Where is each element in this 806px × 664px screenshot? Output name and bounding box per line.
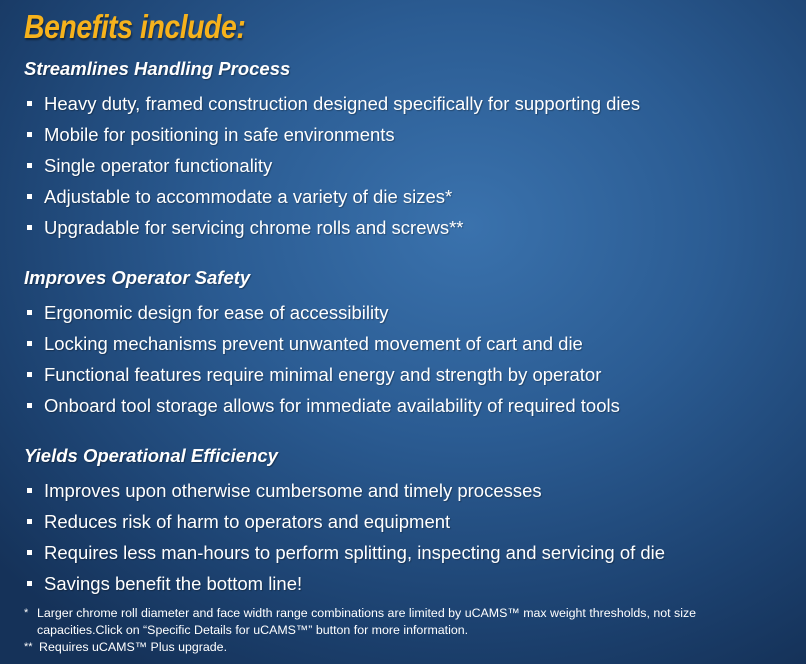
list-item-text: Heavy duty, framed construction designed specifically for supporting dies bbox=[44, 92, 641, 114]
list-item-text: Ergonomic design for ease of accessibility bbox=[44, 301, 389, 323]
list-item-text: Single operator functionality bbox=[44, 154, 273, 176]
list-item bbox=[24, 328, 796, 359]
footnote-mark: * bbox=[24, 607, 29, 619]
section-streamlines-handling bbox=[24, 58, 796, 243]
list-item bbox=[24, 537, 796, 568]
list-item bbox=[24, 359, 796, 390]
section-heading: Yields Operational Efficiency bbox=[24, 445, 278, 466]
square-bullet-icon bbox=[27, 550, 32, 555]
list-item-text: Reduces risk of harm to operators and equipment bbox=[44, 510, 451, 532]
footnote bbox=[24, 605, 766, 639]
bullet-list bbox=[24, 297, 796, 421]
list-item bbox=[24, 119, 796, 150]
square-bullet-icon bbox=[27, 341, 32, 346]
list-item bbox=[24, 88, 796, 119]
list-item bbox=[24, 212, 796, 243]
list-item bbox=[24, 568, 796, 599]
square-bullet-icon bbox=[27, 132, 32, 137]
square-bullet-icon bbox=[27, 101, 32, 106]
list-item bbox=[24, 150, 796, 181]
section-heading: Streamlines Handling Process bbox=[24, 58, 291, 79]
section-operator-safety bbox=[24, 267, 796, 421]
list-item-text: Onboard tool storage allows for immediate availability of required tools bbox=[44, 394, 620, 416]
section-heading: Improves Operator Safety bbox=[24, 267, 251, 288]
square-bullet-icon bbox=[27, 372, 32, 377]
bullet-list bbox=[24, 475, 796, 599]
list-item-text: Savings benefit the bottom line! bbox=[44, 572, 303, 594]
list-item-text: Improves upon otherwise cumbersome and timely processes bbox=[44, 479, 542, 501]
list-item-text: Requires less man-hours to perform splitting, inspecting and servicing of die bbox=[44, 541, 666, 563]
list-item bbox=[24, 506, 796, 537]
footnote-text: Larger chrome roll diameter and face width range combinations are limited by uCAMS™ max weight thresholds, not size capacities.Click on “Specific Details for uCAMS™” button for more information. bbox=[37, 606, 697, 637]
square-bullet-icon bbox=[27, 519, 32, 524]
section-operational-efficiency bbox=[24, 445, 796, 599]
square-bullet-icon bbox=[27, 581, 32, 586]
page-title: Benefits include: bbox=[24, 8, 246, 45]
list-item bbox=[24, 390, 796, 421]
footnote bbox=[24, 639, 766, 656]
square-bullet-icon bbox=[27, 488, 32, 493]
square-bullet-icon bbox=[27, 225, 32, 230]
list-item bbox=[24, 297, 796, 328]
list-item-text: Functional features require minimal energy and strength by operator bbox=[44, 363, 602, 385]
list-item bbox=[24, 181, 796, 212]
list-item-text: Adjustable to accommodate a variety of die sizes* bbox=[44, 185, 453, 207]
bullet-list bbox=[24, 88, 796, 243]
square-bullet-icon bbox=[27, 163, 32, 168]
square-bullet-icon bbox=[27, 310, 32, 315]
list-item-text: Locking mechanisms prevent unwanted movement of cart and die bbox=[44, 332, 583, 354]
square-bullet-icon bbox=[27, 403, 32, 408]
footnote-mark: ** bbox=[24, 641, 33, 653]
square-bullet-icon bbox=[27, 194, 32, 199]
list-item-text: Upgradable for servicing chrome rolls and screws** bbox=[44, 216, 464, 238]
list-item bbox=[24, 475, 796, 506]
list-item-text: Mobile for positioning in safe environments bbox=[44, 123, 395, 145]
footnote-text: Requires uCAMS™ Plus upgrade. bbox=[39, 640, 228, 654]
footnotes bbox=[24, 605, 766, 656]
